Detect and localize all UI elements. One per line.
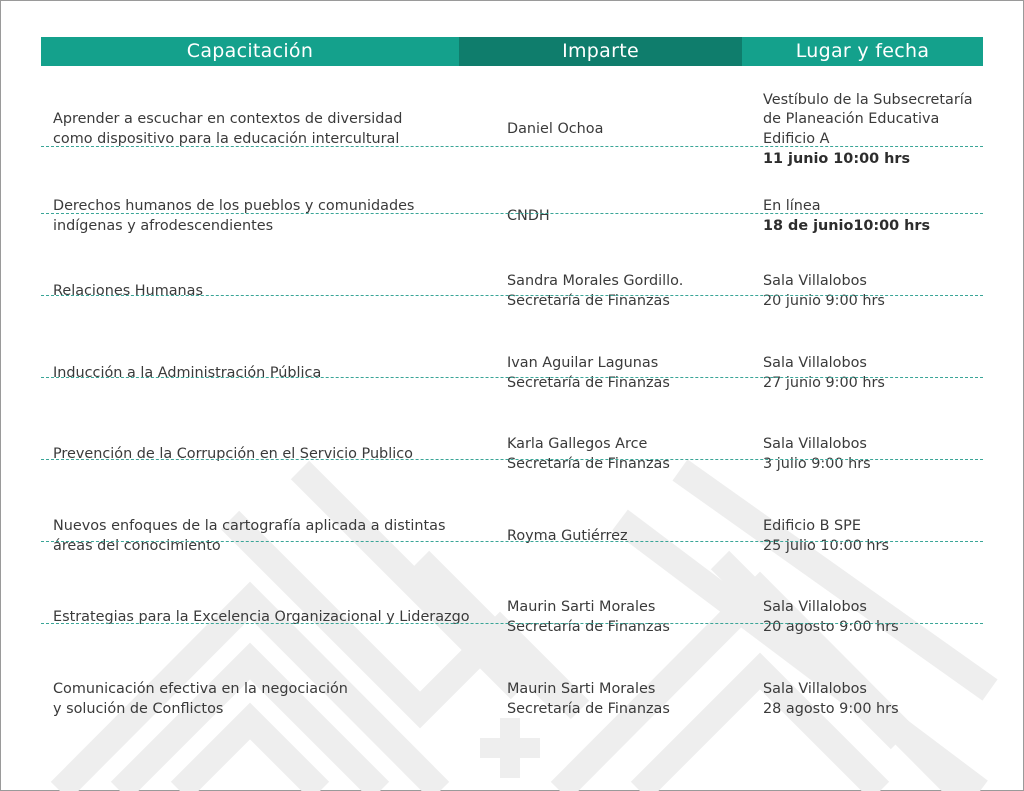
cell-line: indígenas y afrodescendientes	[53, 218, 274, 234]
cell-line: Sala Villalobos	[763, 436, 867, 453]
cell-line: 28 agosto 9:00 hrs	[763, 701, 899, 717]
cell-line: Comunicación efectiva en la negociación	[53, 681, 348, 698]
cell-line: Secretaría de Finanzas	[507, 293, 670, 309]
cell-line: Sala Villalobos	[763, 599, 867, 616]
cell-line: Inducción a la Administración Pública	[53, 365, 322, 382]
table-row	[41, 177, 983, 257]
cell-line: Secretaría de Finanzas	[507, 375, 670, 391]
cell-line: Aprender a escuchar en contextos de diversidad	[53, 111, 403, 128]
cell-capacitacion	[41, 110, 495, 149]
cell-line: Maurin Sarti Morales	[507, 599, 656, 616]
cell-line: CNDH	[507, 208, 550, 225]
cell-lugar-fecha	[752, 272, 983, 311]
cell-line: Secretaría de Finanzas	[507, 701, 670, 717]
header-lugar-fecha: Lugar y fecha	[742, 37, 983, 66]
row-separator	[41, 623, 983, 624]
header-capacitacion: Capacitación	[41, 37, 459, 66]
row-separator	[41, 377, 983, 378]
cell-capacitacion	[41, 608, 495, 628]
cell-line: Relaciones Humanas	[53, 283, 203, 300]
cell-line: Sala Villalobos	[763, 273, 867, 290]
row-separator	[41, 459, 983, 460]
cell-lugar-fecha	[752, 91, 983, 169]
cell-line: Vestíbulo de la Subsecretaría	[763, 91, 973, 108]
row-separator	[41, 295, 983, 296]
table-row	[41, 578, 983, 658]
training-table	[41, 37, 983, 717]
cell-lugar-fecha	[752, 598, 983, 637]
table-row	[41, 252, 983, 332]
cell-line: 20 agosto 9:00 hrs	[763, 619, 899, 635]
cell-line: Ivan Aguilar Lagunas	[507, 355, 659, 372]
cell-lugar-fecha	[752, 680, 983, 719]
cell-line: 20 junio 9:00 hrs	[763, 293, 885, 309]
cell-capacitacion	[41, 680, 495, 719]
table-row	[41, 415, 983, 495]
row-separator	[41, 541, 983, 542]
cell-line: Royma Gutiérrez	[507, 528, 628, 545]
cell-line: 27 junio 9:00 hrs	[763, 375, 885, 391]
cell-line: Derechos humanos de los pueblos y comunidades	[53, 198, 415, 215]
cell-line: Edificio B SPE	[763, 518, 861, 535]
cell-imparte	[495, 272, 752, 311]
cell-line: Sandra Morales Gordillo.	[507, 273, 684, 290]
cell-capacitacion	[41, 197, 495, 236]
cell-imparte	[495, 598, 752, 637]
cell-line: Daniel Ochoa	[507, 121, 604, 138]
cell-imparte	[495, 435, 752, 474]
cell-line: Nuevos enfoques de la cartografía aplicada a distintas	[53, 518, 446, 535]
cell-line: como dispositivo para la educación intercultural	[53, 131, 400, 147]
cell-line: Secretaría de Finanzas	[507, 619, 670, 635]
cell-imparte	[495, 354, 752, 393]
cell-line: En línea	[763, 198, 821, 215]
header-imparte: Imparte	[459, 37, 742, 66]
table-row	[41, 334, 983, 414]
table-row	[41, 90, 983, 170]
cell-line: Maurin Sarti Morales	[507, 681, 656, 698]
table-header	[41, 37, 983, 66]
table-row	[41, 497, 983, 577]
cell-line: Estrategias para la Excelencia Organizacional y Liderazgo	[53, 609, 470, 626]
cell-line: 3 julio 9:00 hrs	[763, 456, 871, 472]
cell-line: 18 de junio10:00 hrs	[763, 218, 931, 234]
cell-capacitacion	[41, 517, 495, 556]
row-separator	[41, 146, 983, 147]
cell-capacitacion	[41, 445, 495, 465]
cell-imparte	[495, 527, 752, 547]
cell-imparte	[495, 680, 752, 719]
cell-line: Prevención de la Corrupción en el Servicio Publico	[53, 446, 413, 463]
cell-line: Karla Gallegos Arce	[507, 436, 648, 453]
cell-lugar-fecha	[752, 435, 983, 474]
cell-imparte	[495, 120, 752, 140]
cell-lugar-fecha	[752, 517, 983, 556]
cell-line: 11 junio 10:00 hrs	[763, 150, 911, 167]
cell-lugar-fecha	[752, 197, 983, 236]
cell-line: 25 julio 10:00 hrs	[763, 538, 889, 554]
cell-capacitacion	[41, 364, 495, 384]
cell-lugar-fecha	[752, 354, 983, 393]
table-row	[41, 660, 983, 740]
cell-line: de Planeación Educativa	[763, 111, 940, 128]
cell-line: y solución de Conflictos	[53, 701, 224, 717]
cell-line: Secretaría de Finanzas	[507, 456, 670, 472]
row-separator	[41, 213, 983, 214]
cell-line: Sala Villalobos	[763, 355, 867, 372]
cell-imparte	[495, 207, 752, 227]
cell-line: áreas del conocimiento	[53, 538, 221, 554]
cell-line: Edificio A	[763, 131, 830, 147]
cell-capacitacion	[41, 282, 495, 302]
cell-line: Sala Villalobos	[763, 681, 867, 698]
